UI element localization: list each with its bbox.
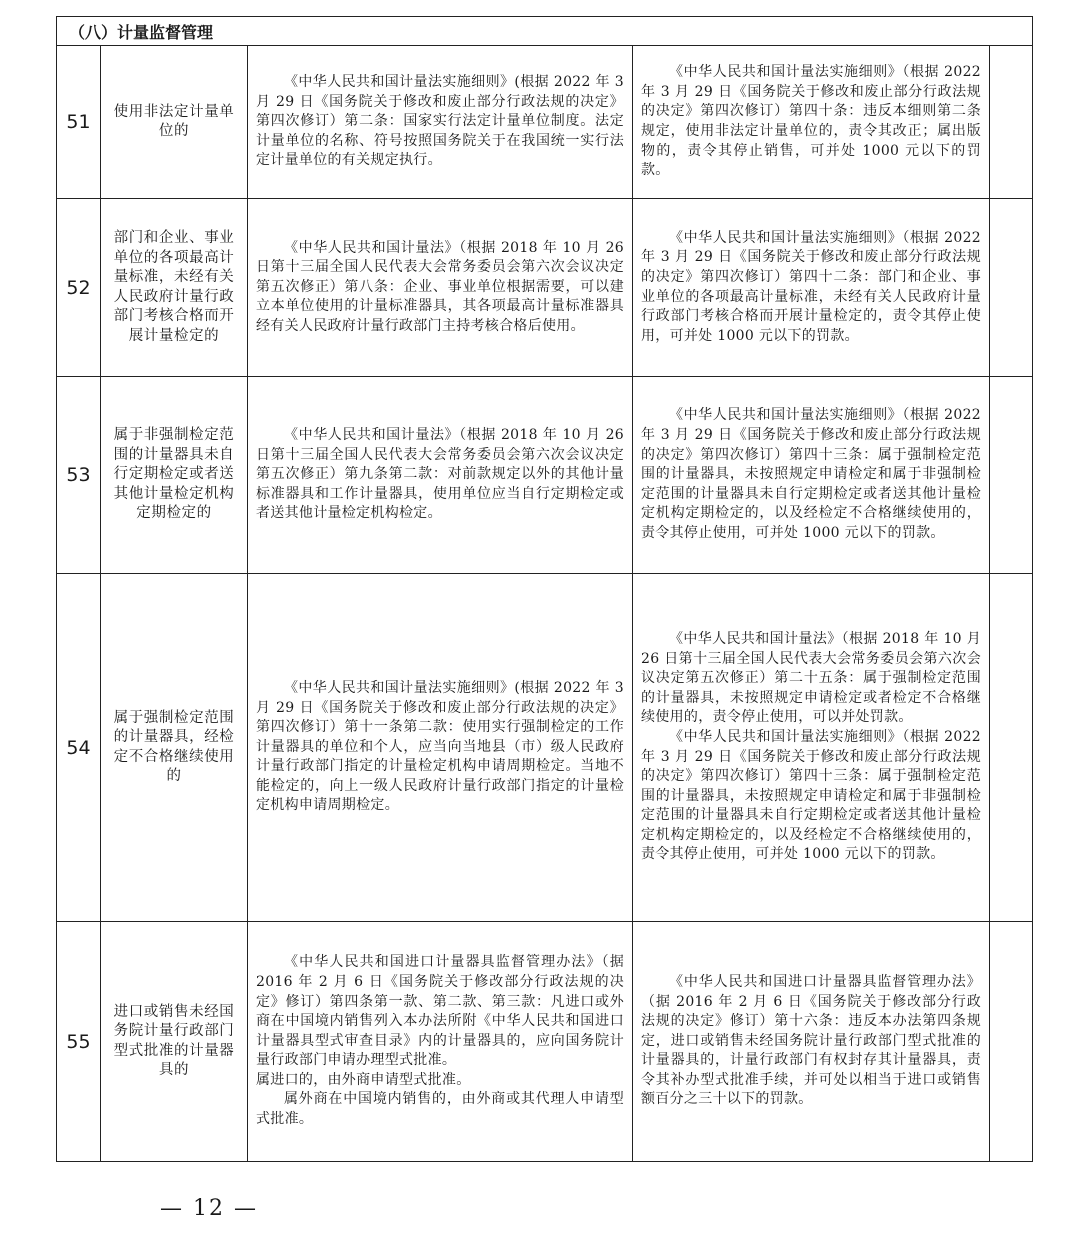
legal-basis-paragraph: 《中华人民共和国计量法实施细则》(根据 2022 年 3 月 29 日《国务院关于修改和废止部分行政法规的决定》第四次修订）第十一条第二款：使用实行强制检定的工作计量器具的单位和个人，应当向当地县（市）级人民政府计量行政部门指定的计量检定机构申请周期检定。当地不能检定的，向上一级人民政府计量行政部门指定的计量检定机构申请周期检定。 <box>256 679 624 814</box>
row-number: 51 <box>57 46 101 199</box>
penalty-paragraph: 《中华人民共和国计量法》（根据 2018 年 10 月 26 日第十三届全国人民代表大会常务委员会第六次会议决定第五次修正）第二十五条：属于强制检定范围的计量器具，未按照规定申请检定或者检定不合格继续使用的，责令停止使用，可以并处罚款。 <box>641 630 981 726</box>
table-row <box>57 46 1033 199</box>
penalty-basis-cell <box>633 377 990 574</box>
legal-basis-cell <box>248 574 633 922</box>
penalty-paragraph: 《中华人民共和国计量法实施细则》（根据 2022 年 3 月 29 日《国务院关于修改和废止部分行政法规的决定》第四次修订）第四十二条：部门和企业、事业单位的各项最高计量标准，未经有关人民政府计量行政部门考核合格而开展计量检定的，责令其停止使用，可并处 1000 元以下的罚款。 <box>641 229 981 344</box>
penalty-paragraph: 《中华人民共和国计量法实施细则》（根据 2022 年 3 月 29 日《国务院关于修改和废止部分行政法规的决定》第四次修订）第四十三条：属于强制检定范围的计量器具，未按照规定申请检定和属于非强制检定范围的计量器具未自行定期检定或者送其他计量检定机构定期检定的，以及经检定不合格继续使用的，责令其停止使用，可并处 1000 元以下的罚款。 <box>641 407 981 541</box>
legal-basis-cell <box>248 377 633 574</box>
row-number: 52 <box>57 199 101 377</box>
table-row <box>57 377 1033 574</box>
table-row <box>57 574 1033 922</box>
penalty-paragraph: 《中华人民共和国计量法实施细则》（根据 2022 年 3 月 29 日《国务院关于修改和废止部分行政法规的决定》第四次修订）第四十条：违反本细则第二条规定，使用非法定计量单位的，责令其改正；属出版物的，责令其停止销售，可并处 1000 元以下的罚款。 <box>641 64 981 179</box>
violation-item: 属于非强制检定范围的计量器具未自行定期检定或者送其他计量检定机构定期检定的 <box>101 377 248 574</box>
violation-item: 使用非法定计量单位的 <box>101 46 248 199</box>
penalty-table <box>56 16 1033 1162</box>
penalty-basis-cell <box>633 46 990 199</box>
legal-basis-paragraph: 《中华人民共和国计量法》（根据 2018 年 10 月 26 日第十三届全国人民代表大会常务委员会第六次会议决定第五次修正）第八条：企业、事业单位根据需要，可以建立本单位使用的计量标准器具，其各项最高计量标准器具经有关人民政府计量行政部门主持考核合格后使用。 <box>256 239 624 334</box>
penalty-basis-cell <box>633 199 990 377</box>
row-number: 54 <box>57 574 101 922</box>
penalty-paragraph: 《中华人民共和国计量法实施细则》（根据 2022 年 3 月 29 日《国务院关于修改和废止部分行政法规的决定》第四次修订）第四十三条：属于强制检定范围的计量器具，未按照规定申请检定和属于非强制检定范围的计量器具未自行定期检定或者送其他计量检定机构定期检定的，以及经检定不合格继续使用的，责令其停止使用，可并处 1000 元以下的罚款。 <box>641 728 981 863</box>
legal-basis-paragraph: 属外商在中国境内销售的，由外商或其代理人申请型式批准。 <box>256 1091 624 1128</box>
legal-basis-cell <box>248 922 633 1162</box>
violation-item: 部门和企业、事业单位的各项最高计量标准，未经有关人民政府计量行政部门考核合格而开展计量检定的 <box>101 199 248 377</box>
remarks-cell <box>990 377 1033 574</box>
row-number: 55 <box>57 922 101 1162</box>
remarks-cell <box>990 922 1033 1162</box>
legal-basis-paragraph: 属进口的，由外商申请型式批准。 <box>256 1071 471 1088</box>
legal-basis-paragraph: 《中华人民共和国计量法实施细则》(根据 2022 年 3 月 29 日《国务院关于修改和废止部分行政法规的决定》第四次修订）第二条：国家实行法定计量单位制度。法定计量单位的名称、符号按照国务院关于在我国统一实行法定计量单位的有关规定执行。 <box>256 74 624 169</box>
remarks-cell <box>990 46 1033 199</box>
table-row <box>57 922 1033 1162</box>
row-number: 53 <box>57 377 101 574</box>
penalty-paragraph: 《中华人民共和国进口计量器具监督管理办法》（据 2016 年 2 月 6 日《国务院关于修改部分行政法规的决定》修订）第十六条：违反本办法第四条规定，进口或销售未经国务院计量行政部门型式批准的计量器具的，计量行政部门有权封存其计量器具，责令其补办型式批准手续，并可处以相当于进口或销售额百分之三十以下的罚款。 <box>641 973 981 1108</box>
remarks-cell <box>990 199 1033 377</box>
legal-basis-cell <box>248 46 633 199</box>
page-number: — 12 — <box>160 1196 258 1221</box>
remarks-cell <box>990 574 1033 922</box>
table-row <box>57 199 1033 377</box>
penalty-basis-cell <box>633 574 990 922</box>
violation-item: 属于强制检定范围的计量器具，经检定不合格继续使用的 <box>101 574 248 922</box>
penalty-basis-cell <box>633 922 990 1162</box>
section-header-row <box>57 17 1033 46</box>
legal-basis-cell <box>248 199 633 377</box>
regulation-table-page <box>56 16 1032 1162</box>
violation-item: 进口或销售未经国务院计量行政部门型式批准的计量器具的 <box>101 922 248 1162</box>
section-title: （八）计量监督管理 <box>57 17 1033 46</box>
legal-basis-paragraph: 《中华人民共和国进口计量器具监督管理办法》（据 2016 年 2 月 6 日《国务院关于修改部分行政法规的决定》修订）第四条第一款、第二款、第三款：凡进口或外商在中国境内销售列入本办法所附《中华人民共和国进口计量器具型式审查目录》内的计量器具的，应向国务院计量行政部门申请办理型式批准。 <box>256 954 624 1069</box>
legal-basis-paragraph: 《中华人民共和国计量法》（根据 2018 年 10 月 26 日第十三届全国人民代表大会常务委员会第六次会议决定第五次修正）第九条第二款：对前款规定以外的其他计量标准器具和工作计量器具，使用单位应当自行定期检定或者送其他计量检定机构检定。 <box>256 427 624 522</box>
